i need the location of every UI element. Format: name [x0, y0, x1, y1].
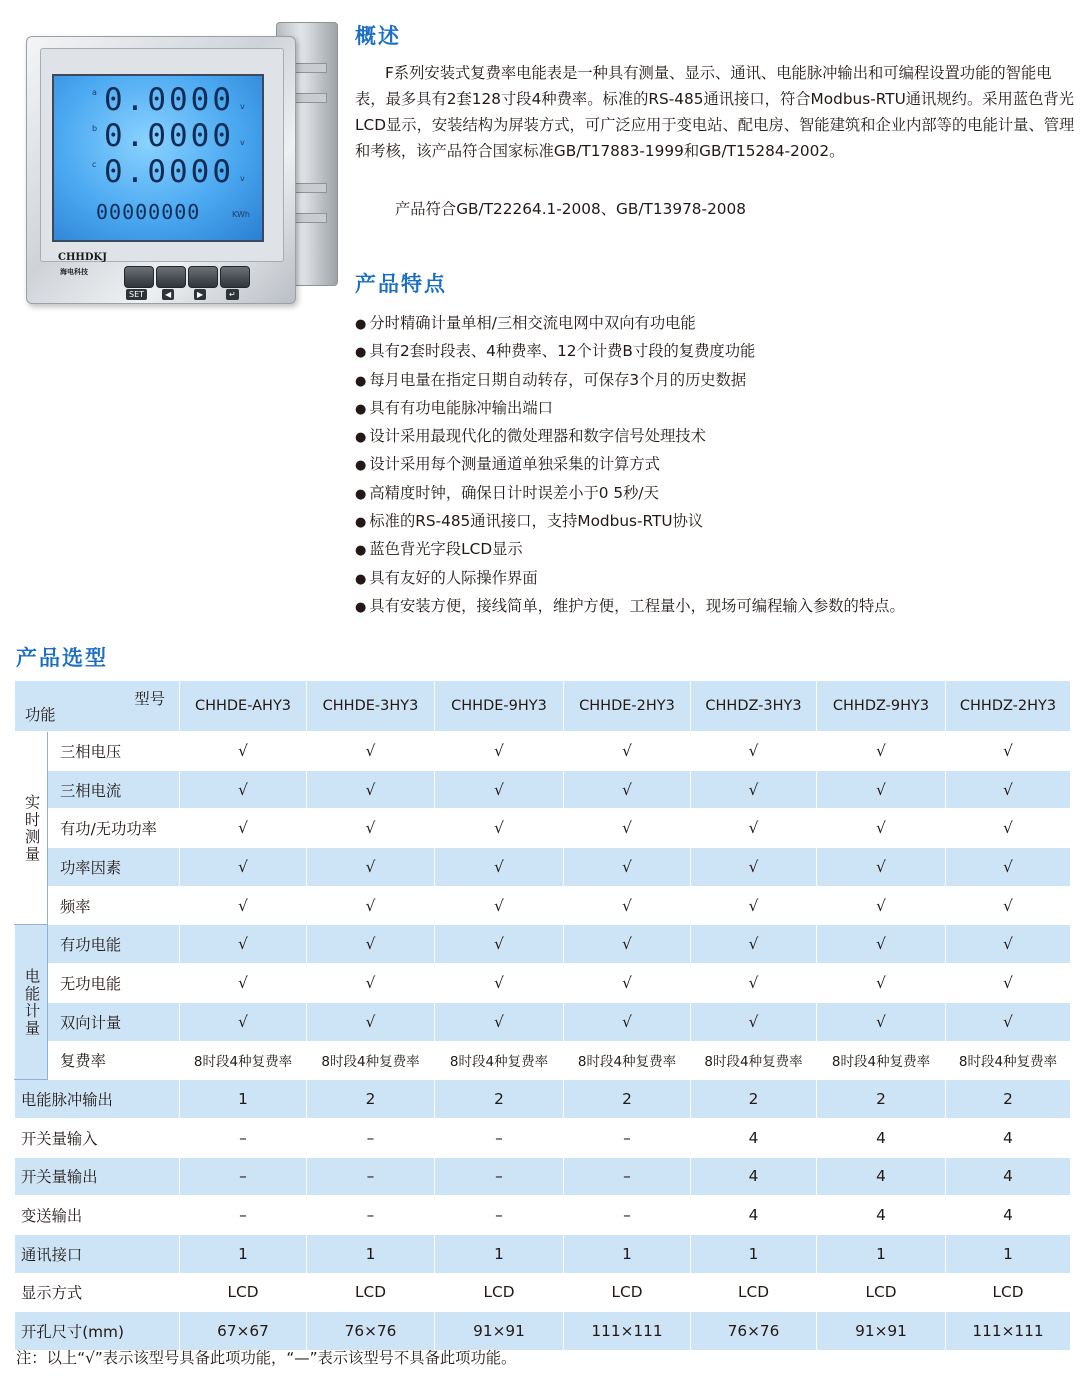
- table-cell: √: [817, 925, 946, 964]
- table-cell: √: [817, 1002, 946, 1041]
- table-cell: 4: [691, 1118, 817, 1157]
- table-cell: √: [691, 886, 817, 925]
- table-cell: √: [564, 848, 691, 887]
- table-cell: LCD: [435, 1273, 564, 1312]
- table-cell: √: [817, 809, 946, 848]
- table-cell: 4: [946, 1157, 1071, 1196]
- table-cell: √: [817, 964, 946, 1003]
- table-cell: √: [180, 732, 307, 771]
- table-cell: √: [180, 925, 307, 964]
- table-cell: 8时段4种复费率: [180, 1041, 307, 1080]
- table-cell: √: [307, 809, 435, 848]
- table-header-row: [15, 681, 1071, 732]
- table-cell: 4: [946, 1196, 1071, 1235]
- table-cell: √: [691, 1002, 817, 1041]
- table-cell: 2: [691, 1080, 817, 1119]
- feature-item: ● 高精度时钟，确保日计时误差小于0 5秒/天: [355, 480, 905, 508]
- table-cell: –: [307, 1157, 435, 1196]
- row-label: 显示方式: [15, 1273, 180, 1312]
- overview-standards: 产品符合GB/T22264.1-2008、GB/T13978-2008: [395, 200, 746, 218]
- table-cell: 8时段4种复费率: [435, 1041, 564, 1080]
- table-row: [15, 1312, 1071, 1351]
- table-cell: √: [946, 809, 1071, 848]
- selection-title: 产品选型: [16, 646, 108, 670]
- table-cell: 76×76: [307, 1312, 435, 1351]
- table-cell: 8时段4种复费率: [946, 1041, 1071, 1080]
- table-cell: √: [307, 770, 435, 809]
- meter-enter-label: ↵: [226, 289, 239, 300]
- table-cell: √: [817, 848, 946, 887]
- table-cell: 1: [180, 1234, 307, 1273]
- table-cell: 2: [307, 1080, 435, 1119]
- table-cell: √: [564, 1002, 691, 1041]
- lcd-label-c: c: [92, 160, 97, 169]
- table-cell: 1: [817, 1234, 946, 1273]
- table-cell: 2: [564, 1080, 691, 1119]
- table-cell: √: [691, 732, 817, 771]
- table-cell: 4: [691, 1157, 817, 1196]
- feature-item: ● 每月电量在指定日期自动转存，可保存3个月的历史数据: [355, 367, 905, 395]
- lcd-unit-3: v: [240, 174, 245, 183]
- meter-brand-logo: CHHDKJ: [58, 252, 107, 263]
- table-cell: 8时段4种复费率: [691, 1041, 817, 1080]
- table-cell: –: [435, 1118, 564, 1157]
- table-cell: √: [946, 964, 1071, 1003]
- feature-item: ● 设计采用每个测量通道单独采集的计算方式: [355, 451, 905, 479]
- table-cell: –: [180, 1118, 307, 1157]
- feature-item: ● 分时精确计量单相/三相交流电网中双向有功电能: [355, 310, 905, 338]
- table-cell: 111×111: [564, 1312, 691, 1351]
- table-cell: 1: [307, 1234, 435, 1273]
- meter-lcd-screen: [52, 74, 264, 242]
- meter-left-button: [156, 266, 186, 288]
- table-cell: LCD: [180, 1273, 307, 1312]
- table-cell: √: [435, 1002, 564, 1041]
- table-cell: √: [564, 925, 691, 964]
- table-row: [15, 925, 1071, 964]
- table-cell: 8时段4种复费率: [564, 1041, 691, 1080]
- table-cell: √: [946, 848, 1071, 887]
- table-row: [15, 1273, 1071, 1312]
- table-cell: 2: [817, 1080, 946, 1119]
- group-energy-metering: 电能计量: [15, 925, 48, 1080]
- table-cell: √: [817, 886, 946, 925]
- header-model-label: 型号: [134, 690, 165, 708]
- lcd-row-3: 0.0000: [104, 154, 234, 190]
- model-header: CHHDZ-2HY3: [946, 681, 1071, 732]
- table-cell: 2: [435, 1080, 564, 1119]
- table-cell: 1: [946, 1234, 1071, 1273]
- feature-item: ● 具有安装方便，接线简单，维护方便，工程量小，现场可编程输入参数的特点。: [355, 593, 905, 621]
- feature-item: ● 设计采用最现代化的微处理器和数字信号处理技术: [355, 423, 905, 451]
- table-cell: –: [307, 1118, 435, 1157]
- table-row: [15, 1080, 1071, 1119]
- table-cell: 8时段4种复费率: [817, 1041, 946, 1080]
- header-function-label: 功能: [25, 706, 56, 724]
- table-cell: –: [564, 1118, 691, 1157]
- table-cell: 111×111: [946, 1312, 1071, 1351]
- table-cell: √: [946, 1002, 1071, 1041]
- model-header: CHHDE-2HY3: [564, 681, 691, 732]
- row-label: 有功/无功功率: [48, 809, 180, 848]
- table-cell: 4: [946, 1118, 1071, 1157]
- table-cell: 2: [946, 1080, 1071, 1119]
- meter-left-label: ◀: [162, 289, 174, 300]
- table-cell: √: [564, 964, 691, 1003]
- overview-title: 概述: [355, 24, 401, 48]
- table-cell: LCD: [691, 1273, 817, 1312]
- table-cell: √: [691, 809, 817, 848]
- table-cell: 4: [817, 1196, 946, 1235]
- table-cell: √: [946, 770, 1071, 809]
- lcd-row-1: 0.0000: [104, 82, 234, 118]
- row-label: 开孔尺寸(mm): [15, 1312, 180, 1351]
- meter-brand-sub: 海电科技: [60, 268, 88, 276]
- table-cell: 76×76: [691, 1312, 817, 1351]
- table-cell: √: [307, 964, 435, 1003]
- table-cell: √: [180, 1002, 307, 1041]
- table-cell: –: [435, 1196, 564, 1235]
- lcd-unit-1: v: [240, 102, 245, 111]
- meter-product-image: [26, 22, 326, 304]
- table-cell: √: [435, 925, 564, 964]
- meter-enter-button: [220, 266, 250, 288]
- table-row: [15, 964, 1071, 1003]
- feature-item: ● 具有有功电能脉冲输出端口: [355, 395, 905, 423]
- row-label: 开关量输出: [15, 1157, 180, 1196]
- feature-item: ● 具有友好的人际操作界面: [355, 565, 905, 593]
- table-cell: 91×91: [817, 1312, 946, 1351]
- table-row: [15, 886, 1071, 925]
- row-label: 频率: [48, 886, 180, 925]
- row-label: 电能脉冲输出: [15, 1080, 180, 1119]
- table-cell: √: [180, 964, 307, 1003]
- table-cell: √: [946, 925, 1071, 964]
- table-cell: 91×91: [435, 1312, 564, 1351]
- lcd-unit-2: v: [240, 138, 245, 147]
- table-row: [15, 1002, 1071, 1041]
- feature-item: ● 蓝色背光字段LCD显示: [355, 536, 905, 564]
- table-cell: √: [946, 732, 1071, 771]
- meter-set-label: SET: [126, 289, 147, 300]
- table-cell: 1: [180, 1080, 307, 1119]
- row-label: 功率因素: [48, 848, 180, 887]
- table-cell: √: [691, 848, 817, 887]
- group-realtime-measurement: 实时测量: [15, 732, 48, 925]
- table-row: [15, 1196, 1071, 1235]
- table-cell: –: [435, 1157, 564, 1196]
- lcd-label-b: b: [92, 124, 98, 133]
- model-header: CHHDE-AHY3: [180, 681, 307, 732]
- table-cell: √: [691, 964, 817, 1003]
- lcd-energy-unit: KWh: [232, 210, 250, 219]
- table-cell: √: [180, 886, 307, 925]
- row-label: 三相电流: [48, 770, 180, 809]
- table-cell: 4: [691, 1196, 817, 1235]
- table-cell: 1: [564, 1234, 691, 1273]
- table-cell: √: [564, 770, 691, 809]
- table-cell: LCD: [817, 1273, 946, 1312]
- meter-right-label: ▶: [194, 289, 206, 300]
- table-row: [15, 1157, 1071, 1196]
- table-cell: –: [180, 1157, 307, 1196]
- table-cell: √: [946, 886, 1071, 925]
- table-cell: √: [180, 848, 307, 887]
- meter-right-button: [188, 266, 218, 288]
- model-header: CHHDE-3HY3: [307, 681, 435, 732]
- table-cell: LCD: [946, 1273, 1071, 1312]
- table-cell: √: [180, 809, 307, 848]
- table-cell: 4: [817, 1157, 946, 1196]
- row-label: 通讯接口: [15, 1234, 180, 1273]
- table-row: [15, 732, 1071, 771]
- table-cell: 8时段4种复费率: [307, 1041, 435, 1080]
- table-footnote: 注：以上“√”表示该型号具备此项功能，“—”表示该型号不具备此项功能。: [16, 1349, 517, 1367]
- row-label: 开关量输入: [15, 1118, 180, 1157]
- lcd-row-2: 0.0000: [104, 118, 234, 154]
- table-cell: √: [307, 886, 435, 925]
- table-cell: √: [564, 809, 691, 848]
- table-cell: √: [435, 770, 564, 809]
- table-cell: 4: [817, 1118, 946, 1157]
- table-cell: √: [307, 925, 435, 964]
- table-cell: √: [180, 770, 307, 809]
- table-cell: √: [307, 1002, 435, 1041]
- table-cell: √: [435, 848, 564, 887]
- lcd-energy-row: 00000000: [96, 200, 201, 224]
- model-header: CHHDZ-9HY3: [817, 681, 946, 732]
- features-list: [355, 310, 905, 621]
- table-cell: 1: [435, 1234, 564, 1273]
- selection-table: [14, 680, 1071, 1351]
- table-row: [15, 848, 1071, 887]
- overview-paragraph: F系列安装式复费率电能表是一种具有测量、显示、通讯、电能脉冲输出和可编程设置功能的智能电表，最多具有2套128寸段4种费率。标准的RS-485通讯接口，符合Modbus-RTU通讯规约。采用蓝色背光LCD显示，安装结构为屏装方式，可广泛应用于变电站、配电房、智能建筑和企业内部等的电能计量、管理和考核，该产品符合国家标准GB/T17883-1999和GB/T15284-2002。: [355, 64, 1075, 160]
- table-cell: LCD: [307, 1273, 435, 1312]
- table-cell: √: [817, 732, 946, 771]
- table-cell: 1: [691, 1234, 817, 1273]
- table-cell: √: [307, 732, 435, 771]
- table-cell: √: [435, 886, 564, 925]
- table-row: [15, 1118, 1071, 1157]
- table-cell: √: [307, 848, 435, 887]
- table-cell: –: [564, 1196, 691, 1235]
- meter-set-button: [124, 266, 154, 288]
- table-row: [15, 809, 1071, 848]
- table-cell: –: [180, 1196, 307, 1235]
- table-cell: 67×67: [180, 1312, 307, 1351]
- lcd-label-a: a: [92, 88, 97, 97]
- row-label: 复费率: [48, 1041, 180, 1080]
- feature-item: ● 标准的RS-485通讯接口，支持Modbus-RTU协议: [355, 508, 905, 536]
- table-row: [15, 1234, 1071, 1273]
- table-cell: –: [564, 1157, 691, 1196]
- model-header: CHHDE-9HY3: [435, 681, 564, 732]
- table-cell: √: [564, 732, 691, 771]
- row-label: 三相电压: [48, 732, 180, 771]
- model-header: CHHDZ-3HY3: [691, 681, 817, 732]
- row-label: 双向计量: [48, 1002, 180, 1041]
- table-row: [15, 1041, 1071, 1080]
- table-cell: √: [564, 886, 691, 925]
- table-cell: √: [435, 732, 564, 771]
- table-cell: √: [435, 964, 564, 1003]
- table-row: [15, 770, 1071, 809]
- table-cell: √: [435, 809, 564, 848]
- table-cell: LCD: [564, 1273, 691, 1312]
- row-label: 有功电能: [48, 925, 180, 964]
- table-cell: √: [817, 770, 946, 809]
- table-cell: –: [307, 1196, 435, 1235]
- table-cell: √: [691, 770, 817, 809]
- row-label: 无功电能: [48, 964, 180, 1003]
- row-label: 变送输出: [15, 1196, 180, 1235]
- features-title: 产品特点: [355, 272, 447, 296]
- header-corner-cell: [15, 681, 180, 732]
- feature-item: ● 具有2套时段表、4种费率、12个计费B寸段的复费度功能: [355, 338, 905, 366]
- table-cell: √: [691, 925, 817, 964]
